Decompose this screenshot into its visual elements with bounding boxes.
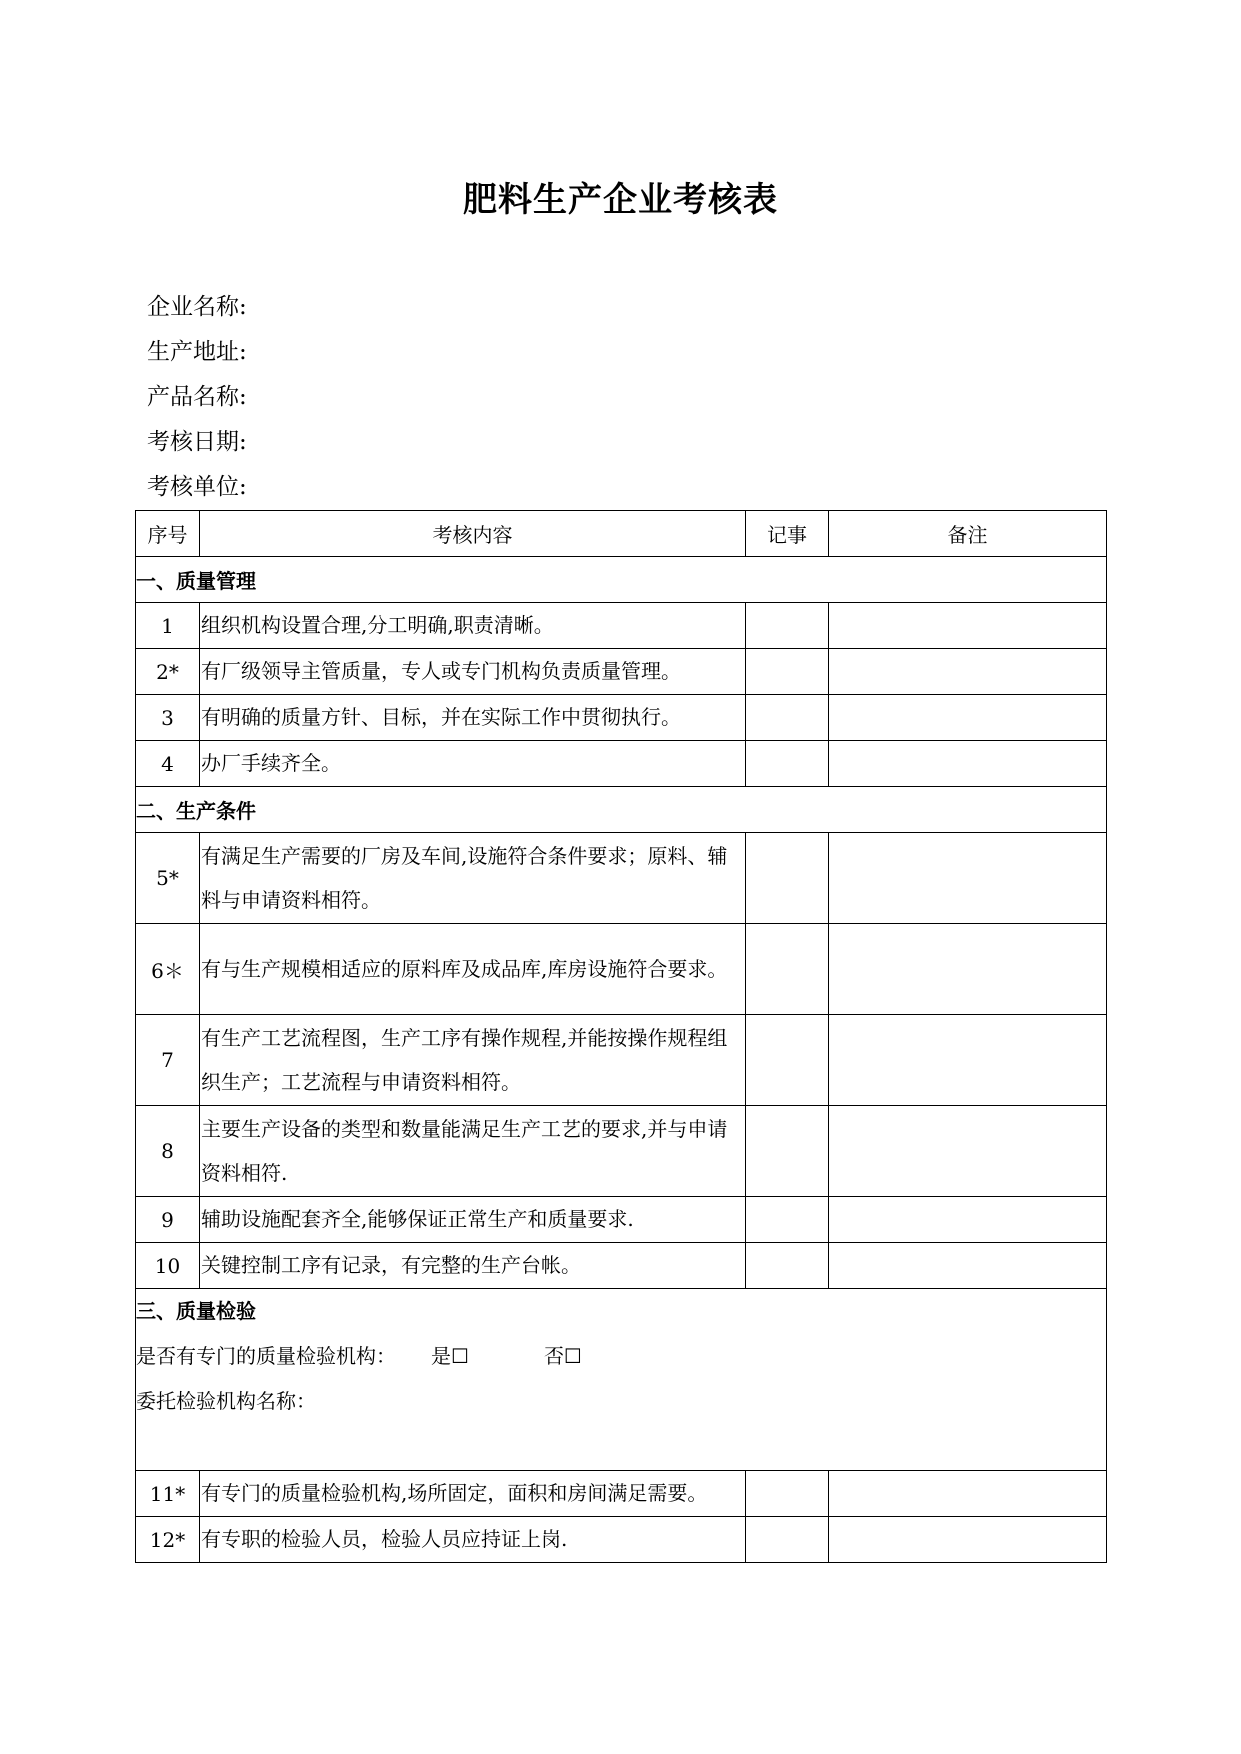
remark-cell[interactable] (829, 1471, 1107, 1517)
row-content: 有专职的检验人员，检验人员应持证上岗. (200, 1517, 746, 1563)
remark-cell[interactable] (829, 649, 1107, 695)
row-content: 有与生产规模相适应的原料库及成品库,库房设施符合要求。 (200, 924, 746, 1015)
row-number: 9 (136, 1197, 200, 1243)
row-number: 12* (136, 1517, 200, 1563)
table-row (136, 1106, 1107, 1197)
entrust-agency-blank[interactable] (136, 1424, 1106, 1470)
header-remark: 备注 (829, 511, 1107, 557)
quality-inspection-block (136, 1289, 1107, 1471)
table-row (136, 1471, 1107, 1517)
row-content: 组织机构设置合理,分工明确,职责清晰。 (200, 603, 746, 649)
row-number: 2* (136, 649, 200, 695)
row-content: 有生产工艺流程图，生产工序有操作规程,并能按操作规程组织生产；工艺流程与申请资料相符。 (200, 1015, 746, 1106)
product-name-field: 产品名称: (147, 384, 247, 410)
remark-cell[interactable] (829, 695, 1107, 741)
table-row (136, 1015, 1107, 1106)
quality-inspection-block-row (136, 1289, 1107, 1471)
table-row (136, 1517, 1107, 1563)
inspection-question: 是否有专门的质量检验机构： (136, 1344, 396, 1368)
record-cell[interactable] (746, 1243, 829, 1289)
row-number: 3 (136, 695, 200, 741)
record-cell[interactable] (746, 1106, 829, 1197)
remark-cell[interactable] (829, 603, 1107, 649)
row-number: 4 (136, 741, 200, 787)
record-cell[interactable] (746, 1517, 829, 1563)
row-content: 有厂级领导主管质量，专人或专门机构负责质量管理。 (200, 649, 746, 695)
header-record: 记事 (746, 511, 829, 557)
table-row (136, 1243, 1107, 1289)
record-cell[interactable] (746, 1471, 829, 1517)
assessment-unit-field: 考核单位: (147, 474, 247, 500)
table-row (136, 695, 1107, 741)
table-header-row (136, 511, 1107, 557)
row-number: 8 (136, 1106, 200, 1197)
assessment-date-field: 考核日期: (147, 429, 247, 455)
table-row (136, 1197, 1107, 1243)
section-title: 一、质量管理 (136, 557, 1107, 603)
production-address-field: 生产地址: (147, 339, 247, 365)
section-row (136, 787, 1107, 833)
assessment-table (135, 510, 1107, 1563)
record-cell[interactable] (746, 1197, 829, 1243)
header-no: 序号 (136, 511, 200, 557)
record-cell[interactable] (746, 741, 829, 787)
remark-cell[interactable] (829, 1243, 1107, 1289)
row-number: 10 (136, 1243, 200, 1289)
remark-cell[interactable] (829, 1015, 1107, 1106)
company-name-field: 企业名称: (147, 294, 247, 320)
table-row (136, 603, 1107, 649)
row-number: 6＊ (136, 924, 200, 1015)
record-cell[interactable] (746, 833, 829, 924)
header-content: 考核内容 (200, 511, 746, 557)
row-content: 办厂手续齐全。 (200, 741, 746, 787)
remark-cell[interactable] (829, 833, 1107, 924)
table-row (136, 649, 1107, 695)
row-number: 5* (136, 833, 200, 924)
remark-cell[interactable] (829, 1106, 1107, 1197)
entrust-agency-label: 委托检验机构名称： (136, 1389, 316, 1413)
table-row (136, 741, 1107, 787)
row-content: 有明确的质量方针、目标，并在实际工作中贯彻执行。 (200, 695, 746, 741)
record-cell[interactable] (746, 603, 829, 649)
row-content: 关键控制工序有记录，有完整的生产台帐。 (200, 1243, 746, 1289)
row-number: 11* (136, 1471, 200, 1517)
record-cell[interactable] (746, 924, 829, 1015)
page-title: 肥料生产企业考核表 (463, 180, 778, 220)
record-cell[interactable] (746, 649, 829, 695)
no-checkbox[interactable]: 否☐ (543, 1344, 582, 1368)
section-row (136, 557, 1107, 603)
remark-cell[interactable] (829, 741, 1107, 787)
section-title: 二、生产条件 (136, 787, 1107, 833)
remark-cell[interactable] (829, 1517, 1107, 1563)
row-number: 1 (136, 603, 200, 649)
record-cell[interactable] (746, 695, 829, 741)
remark-cell[interactable] (829, 924, 1107, 1015)
info-block (147, 285, 247, 510)
table-row (136, 924, 1107, 1015)
record-cell[interactable] (746, 1015, 829, 1106)
row-number: 7 (136, 1015, 200, 1106)
remark-cell[interactable] (829, 1197, 1107, 1243)
row-content: 有满足生产需要的厂房及车间,设施符合条件要求；原料、辅料与申请资料相符。 (200, 833, 746, 924)
table-row (136, 833, 1107, 924)
section-title: 三、质量检验 (136, 1299, 256, 1323)
row-content: 主要生产设备的类型和数量能满足生产工艺的要求,并与申请资料相符. (200, 1106, 746, 1197)
yes-checkbox[interactable]: 是☐ (431, 1344, 469, 1368)
row-content: 有专门的质量检验机构,场所固定，面积和房间满足需要。 (200, 1471, 746, 1517)
inspection-question-line (136, 1334, 1106, 1379)
row-content: 辅助设施配套齐全,能够保证正常生产和质量要求. (200, 1197, 746, 1243)
